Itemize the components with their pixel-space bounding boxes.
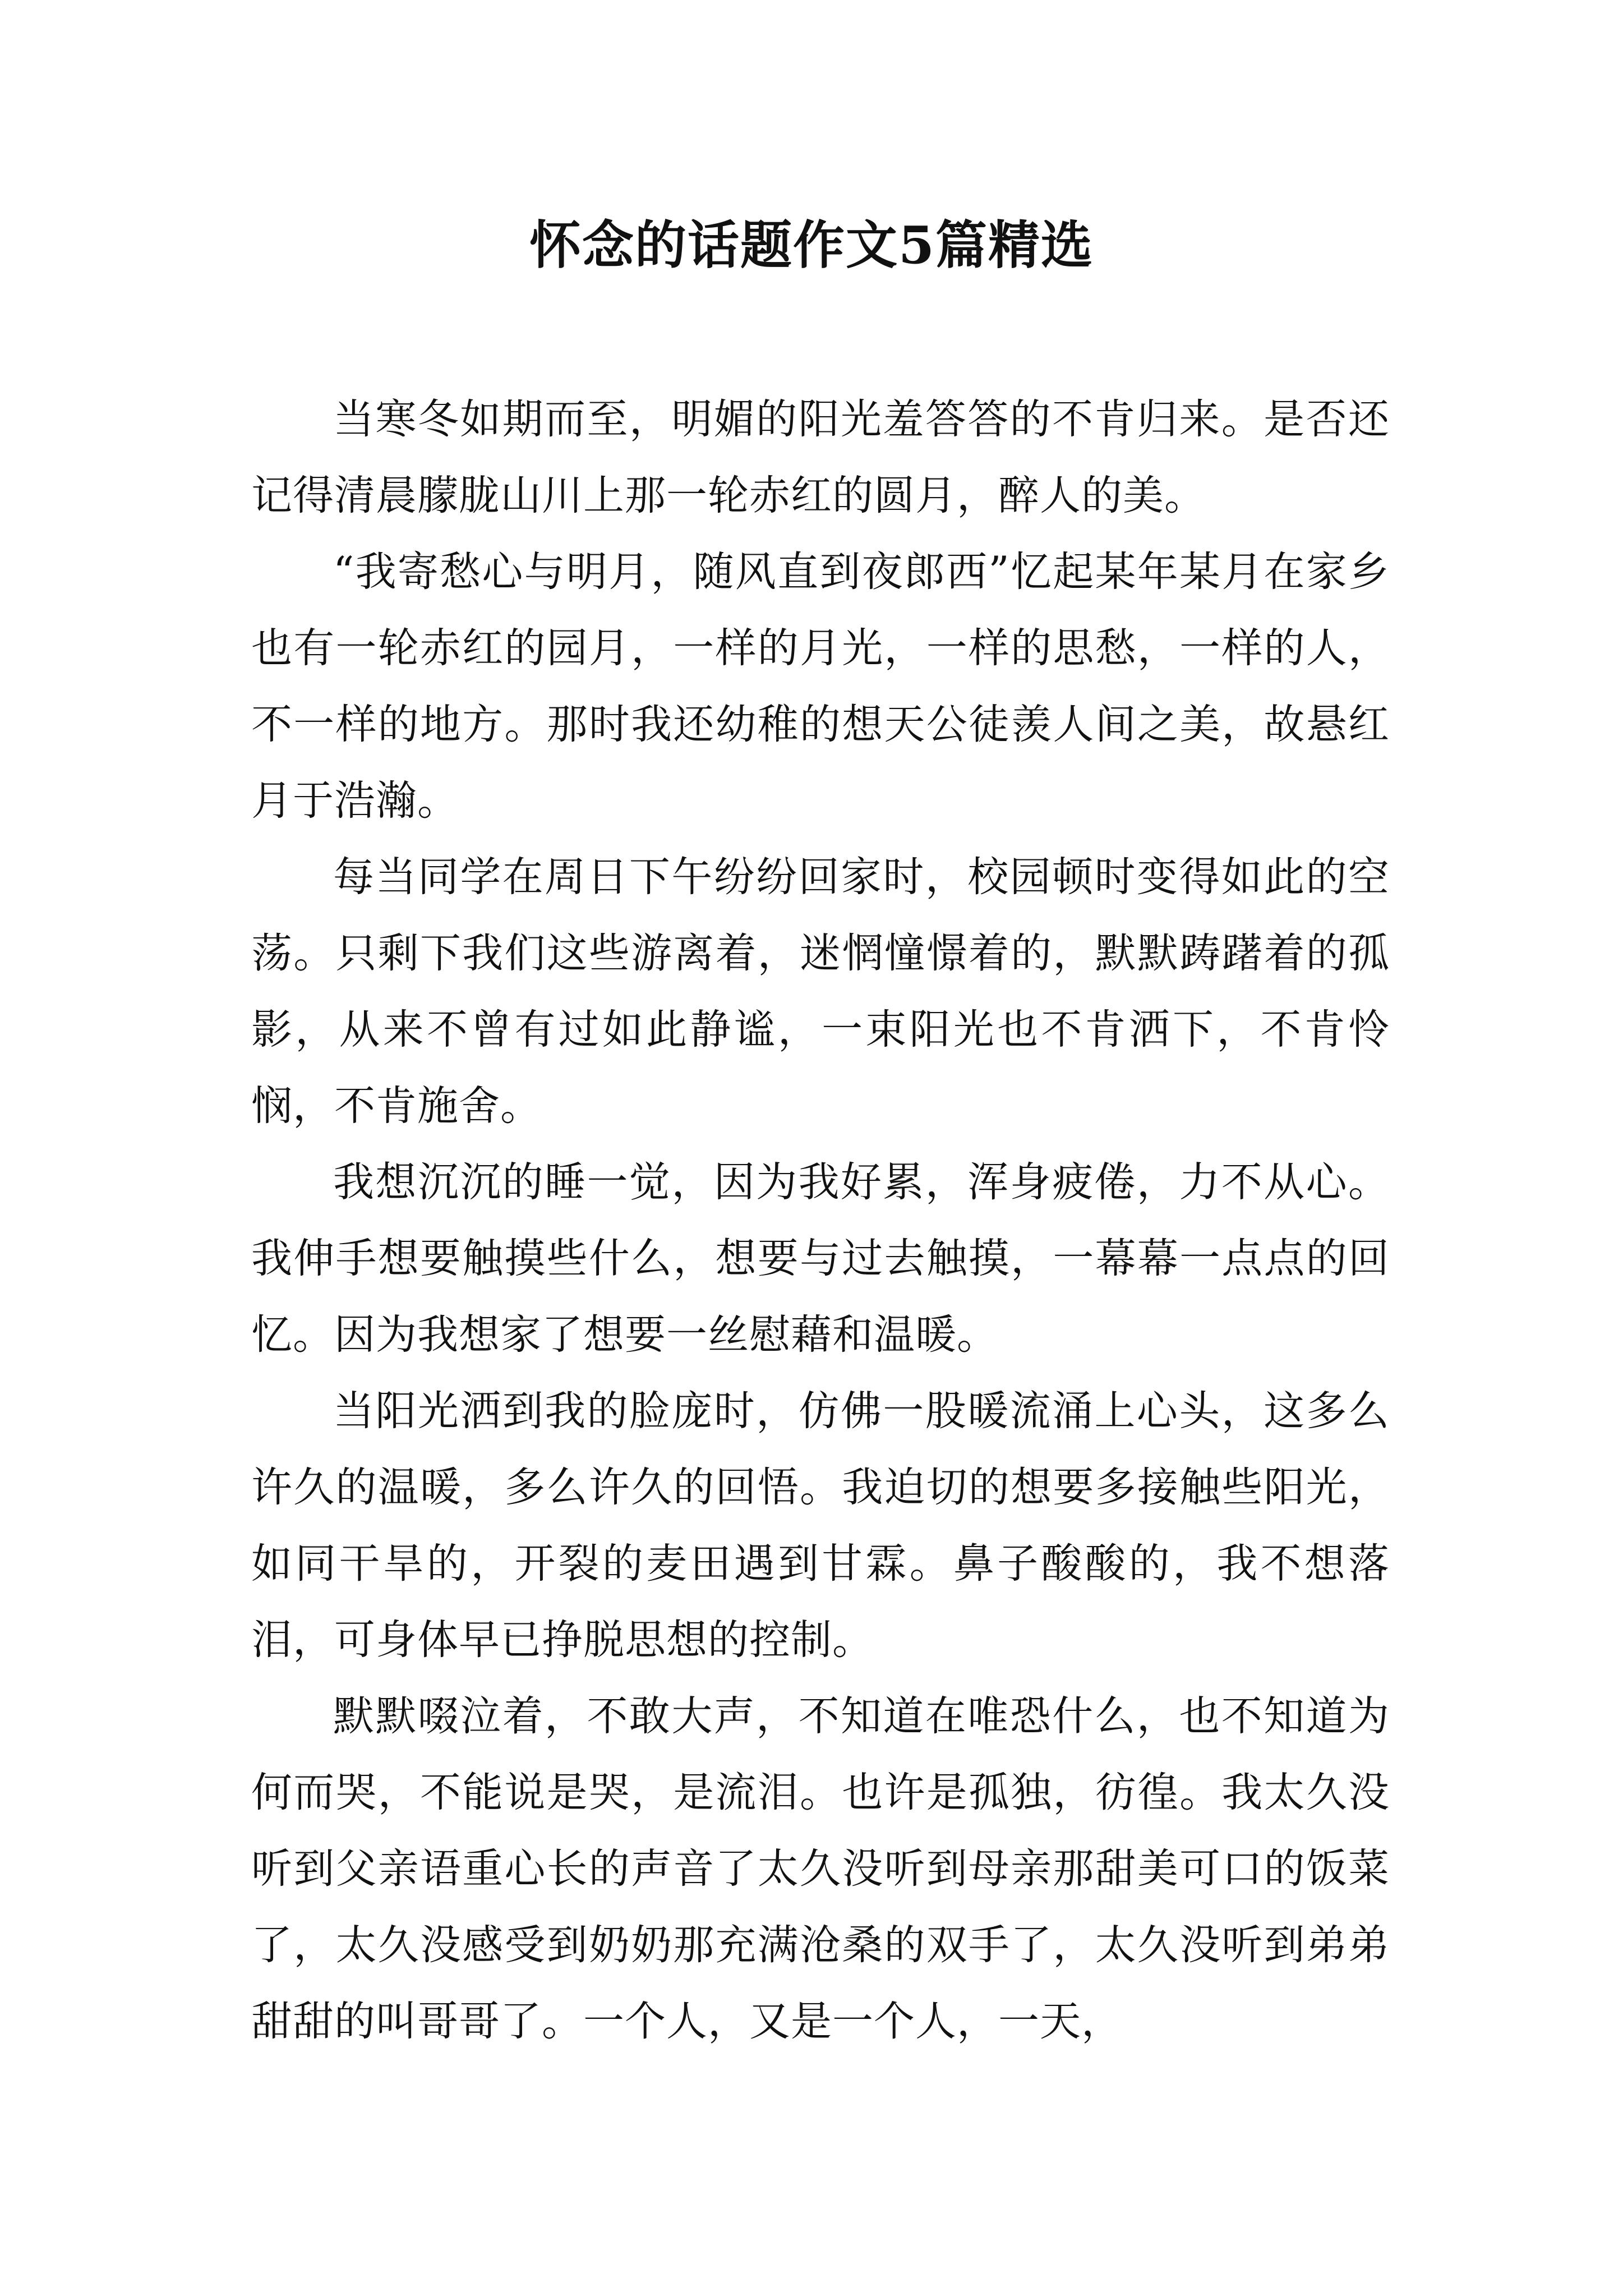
paragraph-6: 默默啜泣着，不敢大声，不知道在唯恐什么，也不知道为何而哭，不能说是哭，是流泪。也许是孤独，彷徨。我太久没听到父亲语重心长的声音了太久没听到母亲那甜美可口的饭菜了，太久没感受到奶奶那充满沧桑的双手了，太久没听到弟弟甜甜的叫哥哥了。一个人，又是一个人，一天， [251, 1692, 1390, 2045]
paragraph-2: “我寄愁心与明月，随风直到夜郎西”忆起某年某月在家乡也有一轮赤红的园月，一样的月光，一样的思愁，一样的人，不一样的地方。那时我还幼稚的想天公徒羡人间之美，故悬红月于浩瀚。 [251, 548, 1390, 825]
paragraph-5: 当阳光洒到我的脸庞时，仿佛一股暖流涌上心头，这多么许久的温暖，多么许久的回悟。我迫切的想要多接触些阳光，如同干旱的，开裂的麦田遇到甘霖。鼻子酸酸的，我不想落泪，可身体早已挣脱思想的控制。 [251, 1387, 1390, 1664]
document-title: 怀念的话题作文5篇精选 [529, 215, 1094, 275]
paragraph-4: 我想沉沉的睡一觉，因为我好累，浑身疲倦，力不从心。我伸手想要触摸些什么，想要与过去触摸，一幕幕一点点的回忆。因为我想家了想要一丝慰藉和温暖。 [251, 1158, 1390, 1359]
paragraph-1: 当寒冬如期而至，明媚的阳光羞答答的不肯归来。是否还记得清晨朦胧山川上那一轮赤红的圆月，醉人的美。 [251, 395, 1390, 519]
document-body [251, 381, 1390, 2060]
paragraph-3: 每当同学在周日下午纷纷回家时，校园顿时变得如此的空荡。只剩下我们这些游离着，迷惘憧憬着的，默默踌躇着的孤影，从来不曾有过如此静谧，一束阳光也不肯洒下，不肯怜悯，不肯施舍。 [251, 853, 1390, 1130]
